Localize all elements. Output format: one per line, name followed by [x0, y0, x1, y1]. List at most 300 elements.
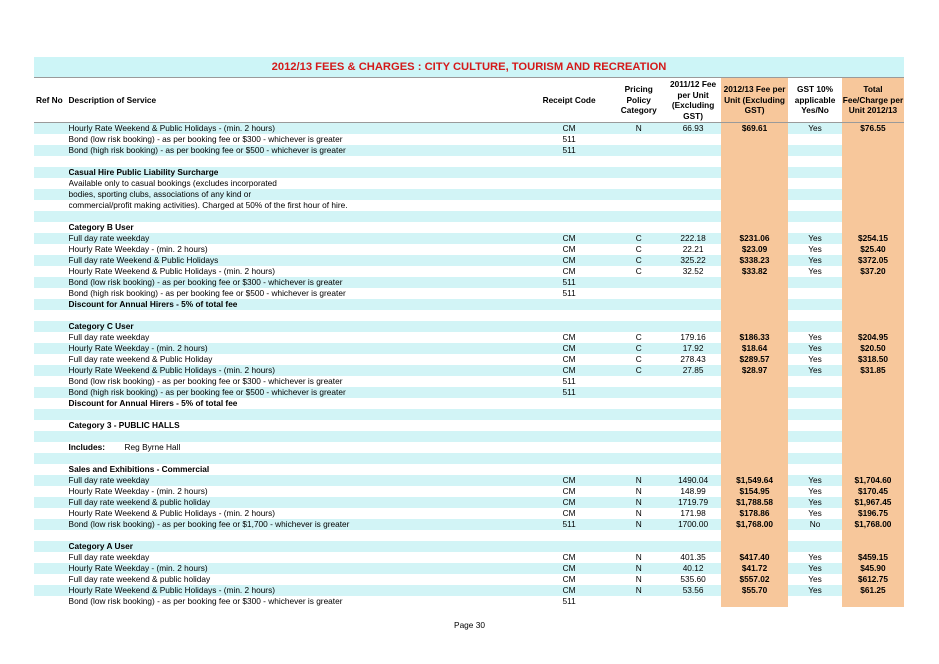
ref-cell	[34, 409, 69, 420]
gst-cell	[788, 453, 842, 464]
total-cell	[842, 541, 904, 552]
fee-2012-cell: $33.82	[721, 266, 788, 277]
receipt-code-cell	[526, 442, 612, 453]
pricing-category-cell	[612, 420, 665, 431]
ref-cell	[34, 255, 69, 266]
receipt-code-cell: CM	[526, 343, 612, 354]
ref-cell	[34, 288, 69, 299]
receipt-code-cell: CM	[526, 475, 612, 486]
total-cell	[842, 398, 904, 409]
pricing-category-cell	[612, 167, 665, 178]
receipt-code-cell	[526, 156, 612, 167]
ref-cell	[34, 123, 69, 135]
table-row	[34, 310, 904, 321]
fee-2012-cell: $18.64	[721, 343, 788, 354]
total-cell: $31.85	[842, 365, 904, 376]
ref-cell	[34, 420, 69, 431]
gst-cell	[788, 222, 842, 233]
pricing-category-cell: N	[612, 475, 665, 486]
description-cell	[69, 211, 526, 222]
description-cell: Full day rate Weekend & Public Holidays	[69, 255, 526, 266]
description-cell: Discount for Annual Hirers - 5% of total fee	[68, 398, 238, 408]
ref-cell	[34, 585, 69, 596]
total-cell: $25.40	[842, 244, 904, 255]
description-cell: Category 3 - PUBLIC HALLS	[68, 420, 180, 430]
fee-2011-cell	[665, 387, 721, 398]
table-row	[34, 123, 904, 135]
gst-cell	[788, 376, 842, 387]
fee-2011-cell	[665, 409, 721, 420]
ref-cell	[34, 475, 69, 486]
receipt-code-cell	[526, 189, 612, 200]
total-cell: $1,967.45	[842, 497, 904, 508]
fee-2011-cell: 53.56	[665, 585, 721, 596]
gst-cell: Yes	[808, 508, 822, 518]
fee-2011-cell	[665, 134, 721, 145]
pricing-category-cell	[612, 387, 665, 398]
fee-2011-cell: 22.21	[682, 244, 704, 254]
gst-cell: Yes	[788, 343, 842, 354]
fee-2012-cell	[721, 321, 788, 332]
fee-2011-cell: 27.85	[665, 365, 721, 376]
pricing-category-cell: C	[635, 354, 642, 364]
ref-cell	[34, 343, 69, 354]
fee-2012-cell	[721, 288, 788, 299]
fee-2011-cell	[665, 288, 721, 299]
table-row	[34, 145, 904, 156]
pricing-category-cell: N	[635, 552, 642, 562]
fee-2011-cell: 40.12	[665, 563, 721, 574]
total-cell	[842, 387, 904, 398]
pricing-category-cell	[612, 376, 665, 387]
pricing-category-cell	[612, 189, 665, 200]
table-row	[34, 354, 904, 365]
description-cell: Hourly Rate Weekday - (min. 2 hours)	[68, 244, 208, 254]
page-title: 2012/13 FEES & CHARGES : CITY CULTURE, TOURISM AND RECREATION	[34, 57, 904, 77]
gst-cell	[788, 299, 842, 310]
receipt-code-cell	[526, 541, 612, 552]
ref-cell	[34, 233, 69, 244]
pricing-category-cell: C	[635, 332, 642, 342]
total-cell: $318.50	[842, 354, 904, 365]
description-cell: Bond (low risk booking) - as per booking fee or $300 - whichever is greater	[68, 134, 343, 144]
receipt-code-cell: CM	[526, 233, 612, 244]
pricing-category-cell	[612, 200, 665, 211]
ref-cell	[34, 497, 69, 508]
total-cell	[842, 321, 904, 332]
pricing-category-cell: N	[635, 508, 642, 518]
ref-cell	[34, 574, 69, 585]
gst-cell	[788, 530, 842, 541]
ref-cell	[34, 552, 69, 563]
gst-cell	[788, 211, 842, 222]
total-cell	[842, 442, 904, 453]
ref-cell	[34, 464, 69, 475]
fee-2011-cell: 66.93	[665, 123, 721, 135]
fee-2012-cell: $1,549.64	[721, 475, 788, 486]
fee-2011-cell	[665, 211, 721, 222]
ref-cell	[34, 530, 69, 541]
pricing-category-cell: N	[635, 486, 642, 496]
receipt-code-cell: CM	[526, 563, 612, 574]
table-row	[34, 299, 904, 310]
fee-2011-cell: 179.16	[680, 332, 706, 342]
ref-cell	[34, 266, 69, 277]
fee-2012-cell: $338.23	[721, 255, 788, 266]
description-cell: Hourly Rate Weekend & Public Holidays - (min. 2 hours)	[69, 365, 526, 376]
description-cell: Full day rate weekday	[69, 233, 526, 244]
table-row	[34, 211, 904, 222]
table-row	[34, 321, 904, 332]
description-cell: Category B User	[68, 222, 134, 232]
fee-2011-cell	[665, 178, 721, 189]
receipt-code-cell	[526, 530, 612, 541]
total-cell	[842, 530, 904, 541]
pricing-category-cell: N	[612, 585, 665, 596]
receipt-code-cell: 511	[562, 134, 576, 144]
pricing-category-cell	[612, 222, 665, 233]
total-cell: $76.55	[842, 123, 904, 135]
table-row	[34, 585, 904, 596]
ref-cell	[34, 365, 69, 376]
description-cell: Bond (low risk booking) - as per booking fee or $300 - whichever is greater	[69, 277, 526, 288]
fee-2012-cell	[721, 156, 788, 167]
table-row	[34, 398, 904, 409]
header-ref-no: Ref No	[34, 78, 69, 123]
ref-cell	[34, 222, 69, 233]
description-cell: Casual Hire Public Liability Surcharge	[69, 167, 526, 178]
description-cell: Hourly Rate Weekend & Public Holidays - (min. 2 hours)	[68, 508, 275, 518]
fee-2012-cell	[721, 178, 788, 189]
pricing-category-cell	[612, 288, 665, 299]
receipt-code-cell	[526, 398, 612, 409]
gst-cell	[788, 200, 842, 211]
table-row	[34, 189, 904, 200]
total-cell	[842, 464, 904, 475]
description-cell	[69, 442, 526, 453]
gst-cell	[788, 189, 842, 200]
receipt-code-cell	[526, 310, 612, 321]
gst-cell: Yes	[808, 244, 822, 254]
receipt-code-cell: 511	[526, 145, 612, 156]
fee-2012-cell: $417.40	[721, 552, 788, 563]
fee-2012-cell	[721, 222, 788, 233]
fee-2011-cell: 32.52	[682, 266, 704, 276]
total-cell	[842, 156, 904, 167]
pricing-category-cell	[612, 453, 665, 464]
pricing-category-cell	[612, 134, 665, 145]
description-cell: Full day rate weekday	[68, 552, 150, 562]
ref-cell	[34, 277, 69, 288]
table-row	[34, 431, 904, 442]
receipt-code-cell	[526, 420, 612, 431]
table-row	[34, 453, 904, 464]
table-row	[34, 343, 904, 354]
pricing-category-cell	[612, 431, 665, 442]
pricing-category-cell	[612, 310, 665, 321]
receipt-code-cell: 511	[562, 376, 576, 386]
total-cell: $204.95	[842, 332, 904, 343]
fee-2012-cell: $1,788.58	[721, 497, 788, 508]
gst-cell: Yes	[788, 475, 842, 486]
fee-2012-cell	[721, 453, 788, 464]
total-cell: $45.90	[842, 563, 904, 574]
fee-2012-cell	[721, 541, 788, 552]
description-cell: commercial/profit making activities). Charged at 50% of the first hour of hire.	[68, 200, 348, 210]
description-cell: Sales and Exhibitions - Commercial	[68, 464, 210, 474]
fee-2012-cell	[721, 167, 788, 178]
description-cell	[69, 431, 526, 442]
description-cell: Hourly Rate Weekday - (min. 2 hours)	[69, 563, 526, 574]
table-row	[34, 420, 904, 431]
fee-2012-cell	[721, 134, 788, 145]
fee-2012-cell: $186.33	[721, 332, 788, 343]
total-cell	[842, 277, 904, 288]
receipt-code-cell	[526, 222, 612, 233]
ref-cell	[34, 145, 69, 156]
description-cell: Bond (low risk booking) - as per booking fee or $300 - whichever is greater	[68, 596, 343, 606]
fee-2011-cell	[665, 420, 721, 431]
table-row	[34, 574, 904, 585]
receipt-code-cell: CM	[562, 244, 576, 254]
receipt-code-cell	[526, 200, 612, 211]
table-row	[34, 134, 904, 145]
description-cell: Full day rate weekend & public holiday	[68, 574, 211, 584]
total-cell: $37.20	[842, 266, 904, 277]
table-body	[34, 123, 904, 608]
description-cell: Hourly Rate Weekday - (min. 2 hours)	[69, 343, 526, 354]
total-cell: $196.75	[842, 508, 904, 519]
gst-cell	[788, 387, 842, 398]
gst-cell	[788, 464, 842, 475]
pricing-category-cell	[612, 409, 665, 420]
description-cell: Full day rate weekday	[69, 475, 526, 486]
gst-cell	[788, 167, 842, 178]
receipt-code-cell	[526, 431, 612, 442]
description-cell: Full day rate weekend & public holiday	[69, 497, 526, 508]
pricing-category-cell: C	[612, 343, 665, 354]
receipt-code-cell	[526, 178, 612, 189]
fee-2012-cell	[721, 464, 788, 475]
fee-2012-cell	[721, 409, 788, 420]
fee-2012-cell	[721, 431, 788, 442]
table-row	[34, 387, 904, 398]
gst-cell: Yes	[788, 585, 842, 596]
table-row	[34, 178, 904, 189]
ref-cell	[34, 387, 69, 398]
receipt-code-cell: CM	[562, 574, 576, 584]
fee-2011-cell	[665, 310, 721, 321]
fee-2012-cell: $178.86	[721, 508, 788, 519]
table-row	[34, 563, 904, 574]
receipt-code-cell	[526, 167, 612, 178]
total-cell	[842, 596, 904, 607]
ref-cell	[34, 321, 69, 332]
pricing-category-cell: N	[612, 519, 665, 530]
fee-2012-cell: $154.95	[721, 486, 788, 497]
ref-cell	[34, 541, 69, 552]
receipt-code-cell: CM	[562, 266, 576, 276]
table-row	[34, 222, 904, 233]
ref-cell	[34, 376, 69, 387]
fee-2011-cell	[665, 321, 721, 332]
ref-cell	[34, 189, 69, 200]
pricing-category-cell	[612, 530, 665, 541]
fee-2012-cell	[721, 442, 788, 453]
fee-2011-cell	[665, 156, 721, 167]
fee-2012-cell	[721, 596, 788, 607]
receipt-code-cell: 511	[526, 387, 612, 398]
total-cell	[842, 167, 904, 178]
table-row	[34, 541, 904, 552]
fee-2011-cell: 222.18	[665, 233, 721, 244]
total-cell	[842, 178, 904, 189]
pricing-category-cell	[612, 442, 665, 453]
ref-cell	[34, 442, 69, 453]
fee-2011-cell	[665, 530, 721, 541]
ref-cell	[34, 398, 69, 409]
receipt-code-cell	[526, 464, 612, 475]
total-cell: $170.45	[842, 486, 904, 497]
table-row	[34, 486, 904, 497]
table-row	[34, 156, 904, 167]
pricing-category-cell	[612, 178, 665, 189]
fee-2012-cell: $41.72	[721, 563, 788, 574]
receipt-code-cell	[526, 321, 612, 332]
header-fee-2011: 2011/12 Fee per Unit (Excluding GST)	[665, 78, 721, 123]
receipt-code-cell	[526, 211, 612, 222]
ref-cell	[34, 486, 69, 497]
pricing-category-cell	[612, 211, 665, 222]
fee-2012-cell: $557.02	[721, 574, 788, 585]
gst-cell: Yes	[808, 486, 822, 496]
pricing-category-cell	[612, 398, 665, 409]
ref-cell	[34, 299, 69, 310]
receipt-code-cell: CM	[562, 354, 576, 364]
gst-cell: No	[788, 519, 842, 530]
header-description: Description of Service	[69, 78, 526, 123]
fee-2012-cell: $1,768.00	[721, 519, 788, 530]
description-cell: Full day rate weekday	[68, 332, 150, 342]
pricing-category-cell	[612, 145, 665, 156]
receipt-code-cell: CM	[562, 332, 576, 342]
receipt-code-cell: CM	[526, 365, 612, 376]
table-row	[34, 464, 904, 475]
fee-2012-cell	[721, 530, 788, 541]
table-row	[34, 409, 904, 420]
description-value: Reg Byrne Hall	[124, 442, 181, 452]
table-row	[34, 552, 904, 563]
fee-2012-cell: $23.09	[721, 244, 788, 255]
fees-document	[34, 57, 904, 607]
table-row	[34, 442, 904, 453]
receipt-code-cell: CM	[562, 508, 576, 518]
header-pricing-policy: Pricing Policy Category	[612, 78, 665, 123]
header-receipt-code: Receipt Code	[526, 78, 612, 123]
ref-cell	[34, 354, 69, 365]
fee-2011-cell	[665, 431, 721, 442]
pricing-category-cell	[612, 156, 665, 167]
total-cell	[842, 189, 904, 200]
fee-2011-cell: 1700.00	[665, 519, 721, 530]
header-fee-2012: 2012/13 Fee per Unit (Excluding GST)	[721, 78, 788, 123]
fee-2012-cell	[721, 200, 788, 211]
total-cell	[842, 420, 904, 431]
total-cell	[842, 211, 904, 222]
header-row	[34, 78, 904, 123]
gst-cell	[788, 541, 842, 552]
gst-cell	[788, 420, 842, 431]
receipt-code-cell: CM	[562, 552, 576, 562]
fee-2011-cell: 1490.04	[665, 475, 721, 486]
gst-cell	[788, 277, 842, 288]
fee-2012-cell	[721, 398, 788, 409]
description-cell	[69, 409, 526, 420]
total-cell	[842, 288, 904, 299]
total-cell	[842, 222, 904, 233]
fee-2011-cell: 535.60	[680, 574, 706, 584]
ref-cell	[34, 563, 69, 574]
fee-2011-cell	[665, 398, 721, 409]
description-cell: Full day rate weekend & Public Holiday	[68, 354, 213, 364]
description-cell: Hourly Rate Weekend & Public Holidays - (min. 2 hours)	[68, 266, 275, 276]
pricing-category-cell: C	[635, 266, 642, 276]
gst-cell: Yes	[788, 123, 842, 135]
fee-2012-cell	[721, 211, 788, 222]
fee-2012-cell	[721, 387, 788, 398]
total-cell: $612.75	[842, 574, 904, 585]
fee-2012-cell	[721, 189, 788, 200]
table-row	[34, 255, 904, 266]
fee-2011-cell	[665, 299, 721, 310]
fee-2012-cell	[721, 299, 788, 310]
gst-cell	[788, 409, 842, 420]
fee-2012-cell	[721, 310, 788, 321]
gst-cell: Yes	[788, 255, 842, 266]
total-cell	[842, 453, 904, 464]
pricing-category-cell	[612, 541, 665, 552]
ref-cell	[34, 596, 69, 607]
fee-2011-cell	[665, 222, 721, 233]
receipt-code-cell: CM	[526, 255, 612, 266]
description-cell: Discount for Annual Hirers - 5% of total fee	[69, 299, 526, 310]
total-cell	[842, 299, 904, 310]
receipt-code-cell	[526, 453, 612, 464]
fee-2011-cell	[665, 277, 721, 288]
fee-2012-cell: $289.57	[721, 354, 788, 365]
ref-cell	[34, 453, 69, 464]
description-cell: Bond (low risk booking) - as per booking fee or $1,700 - whichever is greater	[69, 519, 526, 530]
pricing-category-cell: C	[612, 233, 665, 244]
ref-cell	[34, 134, 69, 145]
pricing-category-cell	[612, 321, 665, 332]
fee-2011-cell: 17.92	[665, 343, 721, 354]
gst-cell	[788, 321, 842, 332]
receipt-code-cell	[526, 299, 612, 310]
pricing-category-cell: N	[635, 574, 642, 584]
ref-cell	[34, 244, 69, 255]
receipt-code-cell: 511	[526, 277, 612, 288]
fee-2011-cell	[665, 453, 721, 464]
total-cell	[842, 200, 904, 211]
table-row	[34, 376, 904, 387]
gst-cell: Yes	[788, 497, 842, 508]
total-cell	[842, 145, 904, 156]
table-row	[34, 200, 904, 211]
receipt-code-cell: 511	[562, 288, 576, 298]
table-row	[34, 508, 904, 519]
total-cell	[842, 431, 904, 442]
